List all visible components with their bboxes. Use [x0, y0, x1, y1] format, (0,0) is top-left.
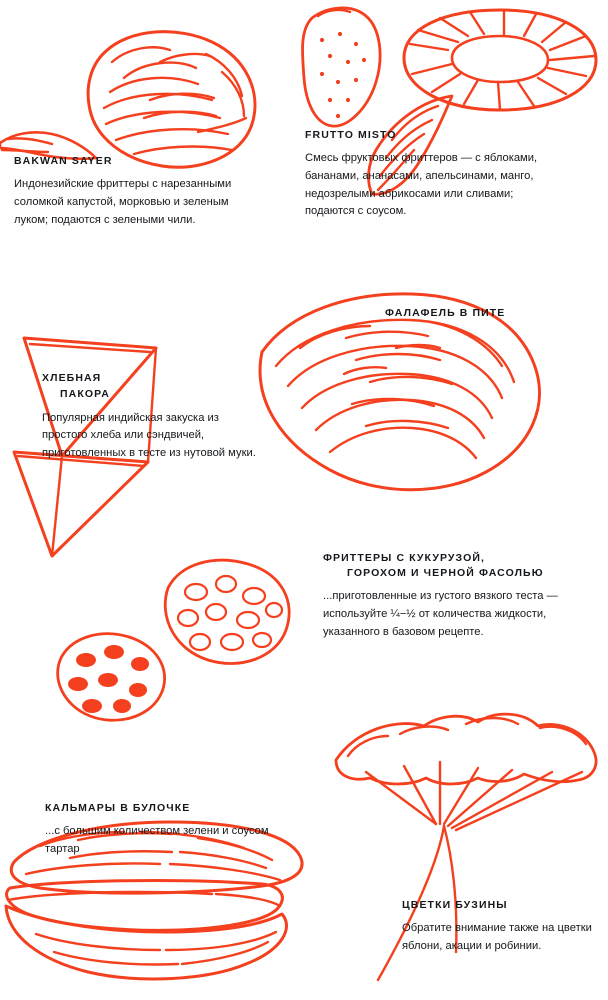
- entry-squid-bun: [45, 801, 280, 859]
- entry-title-bread-pakora: [42, 371, 257, 403]
- entry-title-elderflowers: ЦВЕТКИ БУЗИНЫ: [402, 899, 508, 911]
- entry-title-corn-pea-bean-line1: ФРИТТЕРЫ С КУКУРУЗОЙ,: [323, 552, 486, 564]
- entry-body-corn-pea-bean-fritters: ...приготовленные из густого вязкого теста — используйте ¼−½ от количества жидкости, указанного в базовом рецепте.: [323, 590, 558, 638]
- entry-body-frutto-misto: Смесь фруктовых фриттеров — с яблоками, бананами, ананасами, апельсинами, манго, недозрелыми абрикосами или сливами; подаются с соусом.: [305, 152, 538, 218]
- corn-pea-bean-fritters-illustration: [58, 560, 290, 720]
- entry-title-corn-pea-bean-fritters: [323, 551, 568, 581]
- entry-title-squid-bun: КАЛЬМАРЫ В БУЛОЧКЕ: [45, 802, 191, 814]
- entry-body-squid-bun: ...с большим количеством зелени и соусом тартар: [45, 825, 269, 855]
- strawberry-fritter-illustration: [302, 8, 380, 126]
- entry-bakwan-sayer: [14, 154, 254, 229]
- entry-title-bread-pakora-line1: ХЛЕБНАЯ: [42, 372, 102, 384]
- entry-elderflowers: [402, 898, 592, 956]
- entry-frutto-misto: [305, 128, 565, 221]
- entry-corn-pea-bean-fritters: [323, 551, 568, 642]
- entry-title-frutto-misto: FRUTTO MISTO: [305, 129, 397, 141]
- bakwan-fritter-illustration: [88, 32, 255, 168]
- entry-title-bakwan-sayer: BAKWAN SAYER: [14, 155, 113, 167]
- pineapple-ring-fritter-illustration: [404, 10, 596, 110]
- entry-title-falafel-pita: ФАЛАФЕЛЬ В ПИТЕ: [385, 307, 506, 319]
- entry-title-bread-pakora-line2: ПАКОРА: [60, 387, 110, 400]
- entry-body-bakwan-sayer: Индонезийские фриттеры с нарезанными соломкой капустой, морковью и зеленым луком; подаются с зелеными чили.: [14, 178, 232, 226]
- entry-body-bread-pakora: Популярная индийская закуска из простого хлеба или сэндвичей, приготовленных в тесте из нутовой муки.: [42, 411, 256, 459]
- entry-falafel-pita: [385, 306, 585, 328]
- entry-bread-pakora: [42, 371, 257, 463]
- entry-title-corn-pea-bean-line2: ГОРОХОМ И ЧЕРНОЙ ФАСОЛЬЮ: [347, 567, 544, 580]
- entry-body-elderflowers: Обратите внимание также на цветки яблони, акации и робинии.: [402, 922, 592, 952]
